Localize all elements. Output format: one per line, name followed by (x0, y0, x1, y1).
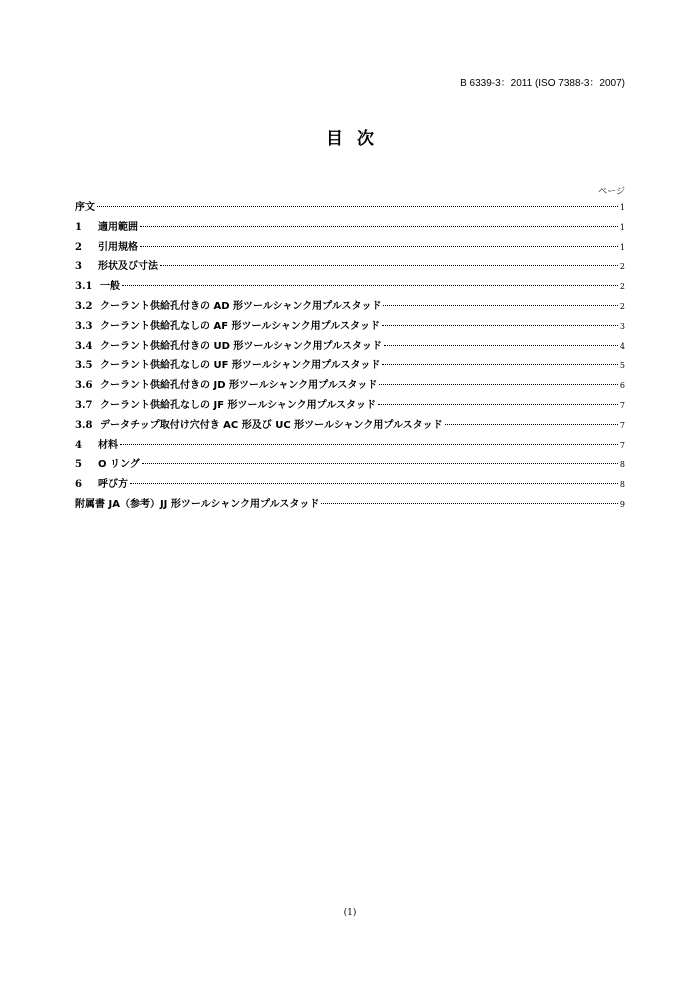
toc-entry-page: 6 (619, 381, 625, 391)
toc-entry-number: 3.7 (75, 399, 93, 411)
toc-entry-page: 2 (619, 262, 625, 272)
toc-entry-3-3[interactable] (75, 317, 625, 337)
toc-entry-page: 8 (619, 460, 625, 470)
toc-entry-number: 2 (75, 241, 82, 253)
toc-entry-text: クーラント供給孔付きの UD 形ツールシャンク用プルスタッド (100, 340, 382, 352)
toc-entry-number: 3.2 (75, 300, 93, 312)
toc-entry-page: 2 (619, 301, 625, 311)
toc-entry-number: 1 (75, 221, 82, 233)
toc-entry-3-4[interactable] (75, 337, 625, 357)
toc-entry-page: 7 (619, 440, 625, 450)
toc-entry-6[interactable] (75, 475, 625, 495)
toc-entry-number: 6 (75, 479, 82, 491)
toc-entry-3-2[interactable] (75, 297, 625, 317)
toc-entry-3-1[interactable] (75, 277, 625, 297)
toc-entry-number: 3.8 (75, 419, 93, 431)
toc-leader (160, 265, 618, 266)
toc-leader (321, 503, 618, 504)
toc-entry-number: 3.3 (75, 320, 93, 332)
toc-entry-page: 2 (619, 282, 625, 292)
toc-entry-number: 4 (75, 439, 82, 451)
toc-entry-text: 序文 (75, 202, 95, 213)
toc-entry-page: 1 (619, 203, 625, 212)
toc-entry-4[interactable] (75, 436, 625, 456)
toc-entry-text: 附属書 JA（参考）JJ 形ツールシャンク用プルスタッド (75, 498, 320, 510)
toc-entry-text: クーラント供給孔なしの AF 形ツールシャンク用プルスタッド (100, 320, 380, 332)
toc-entry-text: クーラント供給孔なしの UF 形ツールシャンク用プルスタッド (100, 360, 381, 372)
toc-entry-number: 3 (75, 261, 82, 273)
toc-entry-annex-ja[interactable] (75, 495, 625, 515)
toc-leader (379, 384, 617, 385)
toc-leader (142, 463, 618, 464)
toc-entry-page: 4 (619, 341, 625, 351)
toc-entry-text: クーラント供給孔付きの AD 形ツールシャンク用プルスタッド (100, 300, 382, 312)
toc-leader (120, 444, 618, 445)
toc-entry-text: 材料 (98, 439, 118, 451)
toc-entry-page: 9 (619, 499, 625, 509)
toc-entry-text: クーラント供給孔なしの JF 形ツールシャンク用プルスタッド (100, 399, 376, 411)
toc-entry-text: データチップ取付け穴付き AC 形及び UC 形ツールシャンク用プルスタッド (100, 419, 443, 431)
toc-entry-page: 7 (619, 400, 625, 410)
toc-entry-3-5[interactable] (75, 356, 625, 376)
toc-entry-page: 3 (619, 321, 625, 331)
toc-entry-3[interactable] (75, 257, 625, 277)
toc-entry-page: 8 (619, 480, 625, 490)
toc-entry-number: 3.6 (75, 380, 93, 392)
toc-entry-number: 3.1 (75, 281, 93, 293)
toc-leader (97, 206, 618, 207)
toc-entry-text: 一般 (100, 281, 120, 293)
toc-leader (140, 246, 618, 247)
toc-entry-number: 5 (75, 459, 82, 471)
toc-entry-preface[interactable] (75, 198, 625, 218)
toc-entry-page: 5 (619, 361, 625, 371)
toc-leader (378, 404, 618, 405)
toc-leader (384, 345, 618, 346)
toc-leader (130, 483, 618, 484)
standard-code: B 6339-3：2011 (ISO 7388-3：2007) (460, 78, 625, 89)
toc-entry-number: 3.4 (75, 340, 93, 352)
toc-leader (382, 325, 618, 326)
toc-entry-page: 1 (619, 242, 625, 252)
toc-entry-5[interactable] (75, 455, 625, 475)
toc-entry-text: 呼び方 (98, 479, 128, 491)
page-column-label: ページ (598, 187, 625, 197)
toc-entry-2[interactable] (75, 238, 625, 258)
toc-entry-3-8[interactable] (75, 416, 625, 436)
toc-leader (445, 424, 618, 425)
toc-entry-3-6[interactable] (75, 376, 625, 396)
toc-entry-page: 1 (619, 222, 625, 232)
toc-entry-text: 適用範囲 (98, 221, 138, 233)
toc-entry-text: クーラント供給孔付きの JD 形ツールシャンク用プルスタッド (100, 380, 378, 392)
toc-leader (140, 226, 618, 227)
footer-page-number: (1) (343, 908, 357, 918)
page-title: 目次 (326, 129, 388, 149)
toc-leader (382, 364, 618, 365)
toc-entry-text: 形状及び寸法 (98, 261, 158, 273)
toc-entry-page: 7 (619, 420, 625, 430)
toc-leader (122, 285, 618, 286)
toc-entry-text: O リング (98, 459, 140, 471)
toc-entry-3-7[interactable] (75, 396, 625, 416)
toc-entry-1[interactable] (75, 218, 625, 238)
toc-leader (383, 305, 617, 306)
toc-entry-number: 3.5 (75, 360, 93, 372)
toc-entry-text: 引用規格 (98, 241, 138, 253)
table-of-contents (75, 198, 625, 515)
